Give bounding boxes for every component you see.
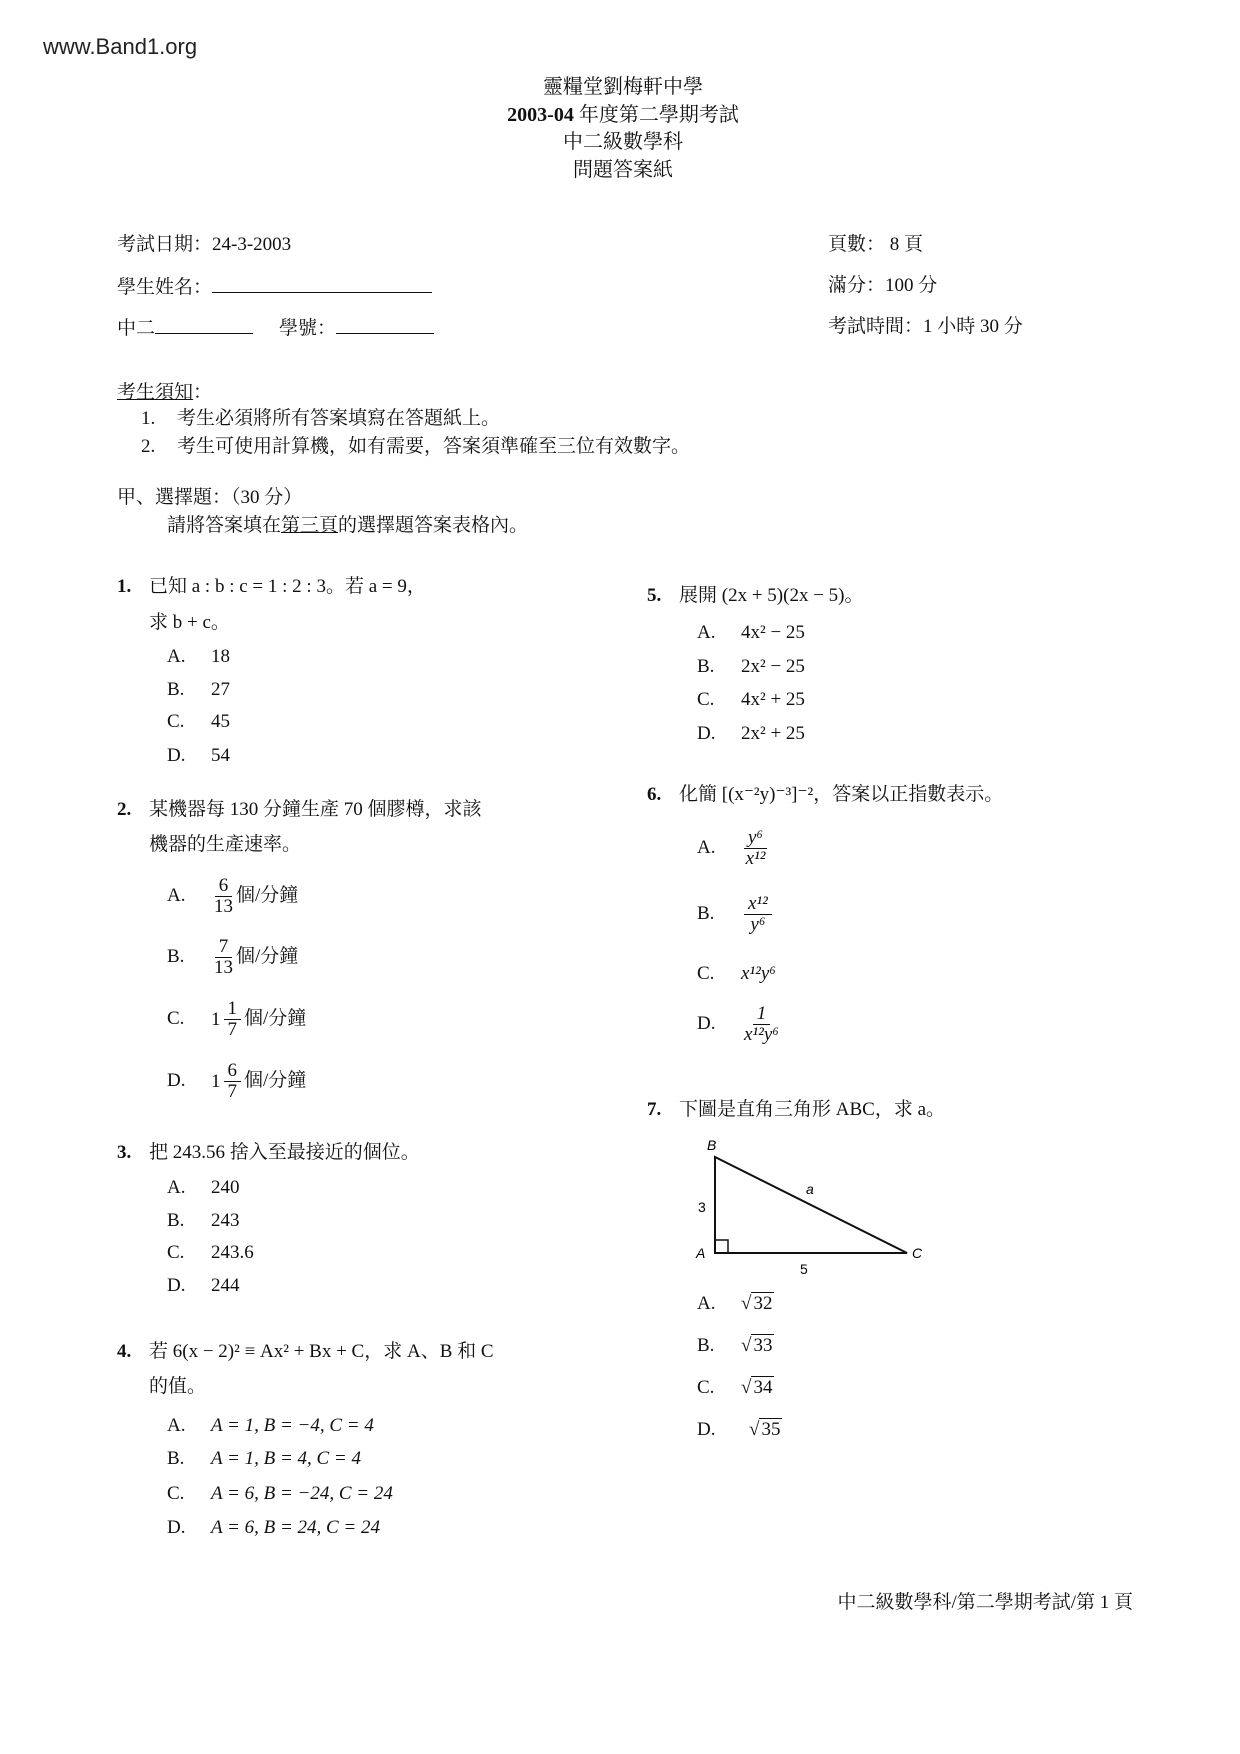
option[interactable] <box>697 688 805 712</box>
section-title: 甲、選擇題：（30 分） <box>117 487 303 508</box>
vertex-a-label: A <box>696 1245 706 1261</box>
radicand: 32 <box>753 1293 773 1314</box>
option-label: C. <box>697 963 715 984</box>
option-label: B. <box>167 945 185 967</box>
option[interactable] <box>167 1274 240 1298</box>
section-note <box>167 514 528 538</box>
numerator: y⁶ <box>744 828 767 849</box>
numerator: x¹² <box>744 894 772 915</box>
pages-label: 頁數： <box>828 234 886 255</box>
option[interactable] <box>167 678 230 702</box>
option-text: 244 <box>211 1275 240 1296</box>
paper-name: 問題答案紙 <box>573 159 673 181</box>
option[interactable] <box>697 894 775 935</box>
exam-name: 年度第二學期考試 <box>573 104 739 126</box>
fraction <box>214 937 233 978</box>
instruction-item <box>141 435 690 459</box>
option-label: B. <box>697 902 715 924</box>
exam-date <box>117 233 291 257</box>
name-label: 學生姓名： <box>117 277 213 298</box>
option-text: A = 1, B = −4, C = 4 <box>211 1415 374 1436</box>
option-label: A. <box>697 1293 716 1314</box>
option-label: C. <box>697 1377 715 1398</box>
option-text: x¹²y⁶ <box>741 963 776 984</box>
option-label: A. <box>697 622 716 643</box>
unit: 個/分鐘 <box>236 945 299 967</box>
denominator: x¹² <box>745 848 766 869</box>
numerator: 6 <box>215 876 233 897</box>
id-label: 學號： <box>279 318 337 339</box>
student-name-row <box>117 274 432 300</box>
name-blank[interactable] <box>212 274 432 293</box>
fraction <box>224 999 242 1040</box>
denominator: x¹²y⁶ <box>744 1024 779 1045</box>
question-5 <box>647 584 864 608</box>
side-bc-label: a <box>806 1181 814 1197</box>
option[interactable] <box>167 710 230 734</box>
class-blank[interactable] <box>155 315 253 334</box>
option[interactable] <box>167 1516 380 1540</box>
instruction-item <box>141 407 500 431</box>
option-label: C. <box>167 711 185 732</box>
note-page-ref: 第三頁 <box>281 515 339 536</box>
option[interactable] <box>697 962 776 986</box>
fraction <box>744 894 772 935</box>
question-3 <box>117 1141 420 1165</box>
time-value: 1 小時 30 分 <box>923 316 1023 337</box>
vertex-b-label: B <box>707 1137 717 1153</box>
option-label: C. <box>167 1007 185 1029</box>
option-label: D. <box>167 1517 186 1538</box>
question-4 <box>117 1340 494 1364</box>
denominator: 13 <box>214 957 233 978</box>
option-label: B. <box>697 1335 715 1356</box>
option-label: B. <box>167 1210 185 1231</box>
option-label: D. <box>167 1069 186 1091</box>
whole-number: 1 <box>211 1070 221 1092</box>
heading-colon: ： <box>193 382 213 403</box>
option[interactable] <box>167 1482 393 1506</box>
option-label: C. <box>167 1242 185 1263</box>
instructions-heading <box>117 381 212 405</box>
question-text: 機器的生產速率。 <box>149 834 302 855</box>
time-label: 考試時間： <box>828 316 924 337</box>
option[interactable] <box>697 1292 774 1316</box>
unit: 個/分鐘 <box>244 1007 307 1029</box>
option[interactable] <box>697 722 805 746</box>
question-7 <box>647 1098 945 1122</box>
watermark: www.Band1.org <box>43 34 198 59</box>
marks-value: 100 分 <box>885 275 938 296</box>
option[interactable] <box>697 655 805 679</box>
unit: 個/分鐘 <box>236 884 299 906</box>
option-label: B. <box>167 679 185 700</box>
right-angle-mark <box>715 1240 728 1253</box>
question-6 <box>647 783 1003 807</box>
option-label: C. <box>167 1483 185 1504</box>
option[interactable] <box>697 828 770 869</box>
full-marks <box>828 274 937 298</box>
marks-label: 滿分： <box>828 275 886 296</box>
numerator: 7 <box>215 937 233 958</box>
class-label: 中二 <box>117 318 156 339</box>
radicand: 35 <box>761 1419 781 1440</box>
denominator: y⁶ <box>750 914 766 935</box>
question-text: 已知 a : b : c = 1 : 2 : 3。若 a = 9， <box>149 576 426 597</box>
question-number: 5. <box>647 585 662 606</box>
option[interactable] <box>697 1418 782 1442</box>
option[interactable] <box>167 1414 374 1438</box>
option[interactable] <box>697 1004 782 1045</box>
question-text: 某機器每 130 分鐘生產 70 個膠樽，求該 <box>149 799 482 820</box>
option-text: 27 <box>211 679 230 700</box>
option-label: B. <box>167 1448 185 1469</box>
question-number: 1. <box>117 576 132 597</box>
option[interactable] <box>167 1447 361 1471</box>
heading-text: 考生須知 <box>117 382 194 403</box>
question-number: 4. <box>117 1341 132 1362</box>
option[interactable] <box>167 1241 254 1265</box>
vertex-c-label: C <box>912 1245 923 1261</box>
question-text: 若 6(x − 2)² ≡ Ax² + Bx + C，求 A、B 和 C <box>149 1341 494 1362</box>
option-text: 45 <box>211 711 230 732</box>
item-num: 2. <box>141 436 156 457</box>
option-text: 243.6 <box>211 1242 254 1263</box>
option[interactable] <box>167 876 298 917</box>
school-name: 靈糧堂劉梅軒中學 <box>543 76 703 98</box>
option-label: A. <box>167 1177 186 1198</box>
fraction <box>744 828 767 869</box>
option[interactable] <box>697 1376 774 1400</box>
option-text: 4x² + 25 <box>741 689 805 710</box>
right-triangle-figure <box>690 1130 940 1280</box>
exam-duration <box>828 315 1023 339</box>
square-root: √ 35 <box>749 1419 781 1440</box>
option[interactable] <box>167 645 230 669</box>
exam-title <box>0 103 1240 127</box>
option-text: 4x² − 25 <box>741 622 805 643</box>
denominator: 7 <box>227 1081 237 1102</box>
option[interactable] <box>167 1209 240 1233</box>
option-label: D. <box>697 1419 716 1440</box>
option[interactable] <box>697 1334 774 1358</box>
denominator: 7 <box>227 1019 237 1040</box>
option[interactable] <box>167 999 306 1040</box>
square-root: √ 34 <box>741 1377 773 1398</box>
id-blank[interactable] <box>336 315 434 334</box>
option-label: D. <box>697 1012 716 1034</box>
numerator: 1 <box>224 999 242 1020</box>
option-text: 240 <box>211 1177 240 1198</box>
date-value: 24-3-2003 <box>212 234 292 255</box>
radicand: 34 <box>753 1377 773 1398</box>
denominator: 13 <box>214 896 233 917</box>
option-label: A. <box>167 1415 186 1436</box>
fraction <box>224 1061 242 1102</box>
item-text: 考生必須將所有答案填寫在答題紙上。 <box>177 408 501 429</box>
question-number: 2. <box>117 799 132 820</box>
item-text: 考生可使用計算機，如有需要，答案須準確至三位有效數字。 <box>177 436 691 457</box>
unit: 個/分鐘 <box>244 1069 307 1091</box>
option-label: D. <box>167 1275 186 1296</box>
option-text: 2x² − 25 <box>741 656 805 677</box>
question-2 <box>117 798 482 822</box>
question-number: 6. <box>647 784 662 805</box>
page-count <box>828 233 923 257</box>
question-1 <box>117 575 426 599</box>
option-label: A. <box>167 884 186 906</box>
option-text: A = 6, B = 24, C = 24 <box>211 1517 381 1538</box>
question-text: 的值。 <box>149 1376 207 1397</box>
subject: 中二級數學科 <box>563 131 683 153</box>
fraction <box>214 876 233 917</box>
option-text: 243 <box>211 1210 240 1231</box>
exam-year: 2003-04 <box>507 104 574 126</box>
page-footer: 中二級數學科/第二學期考試/第 1 頁 <box>837 1592 1133 1613</box>
option[interactable] <box>697 621 805 645</box>
numerator: 6 <box>224 1061 242 1082</box>
option[interactable] <box>167 1061 306 1102</box>
fraction <box>744 1004 779 1045</box>
question-text: 把 243.56 捨入至最接近的個位。 <box>149 1142 420 1163</box>
option-label: D. <box>697 723 716 744</box>
option-label: B. <box>697 656 715 677</box>
option-label: A. <box>697 836 716 858</box>
whole-number: 1 <box>211 1008 221 1030</box>
option-text: A = 6, B = −24, C = 24 <box>211 1483 393 1504</box>
side-ac-label: 5 <box>800 1261 808 1277</box>
question-number: 3. <box>117 1142 132 1163</box>
square-root: √ 33 <box>741 1335 773 1356</box>
numerator: 1 <box>753 1004 771 1025</box>
note-pre: 請將答案填在 <box>167 515 282 536</box>
option-text: A = 1, B = 4, C = 4 <box>211 1448 362 1469</box>
note-post: 的選擇題答案表格內。 <box>338 515 529 536</box>
option[interactable] <box>167 937 298 978</box>
question-text: 下圖是直角三角形 ABC，求 a。 <box>679 1099 946 1120</box>
triangle-abc <box>715 1157 907 1253</box>
question-text: 展開 (2x + 5)(2x − 5)。 <box>679 585 864 606</box>
question-text: 化簡 [(x⁻²y)⁻³]⁻²，答案以正指數表示。 <box>679 784 1004 805</box>
option-label: A. <box>167 646 186 667</box>
class-id-row <box>117 315 434 341</box>
question-text: 求 b + c。 <box>149 612 230 633</box>
question-number: 7. <box>647 1099 662 1120</box>
option[interactable] <box>167 744 230 768</box>
option-text: 54 <box>211 745 230 766</box>
item-num: 1. <box>141 408 156 429</box>
date-label: 考試日期： <box>117 234 213 255</box>
pages-value: 8 頁 <box>885 234 924 255</box>
square-root: √ 32 <box>741 1293 773 1314</box>
option[interactable] <box>167 1176 240 1200</box>
option-text: 2x² + 25 <box>741 723 805 744</box>
option-text: 18 <box>211 646 230 667</box>
side-ab-label: 3 <box>698 1199 706 1215</box>
option-label: C. <box>697 689 715 710</box>
radicand: 33 <box>753 1335 773 1356</box>
option-label: D. <box>167 745 186 766</box>
